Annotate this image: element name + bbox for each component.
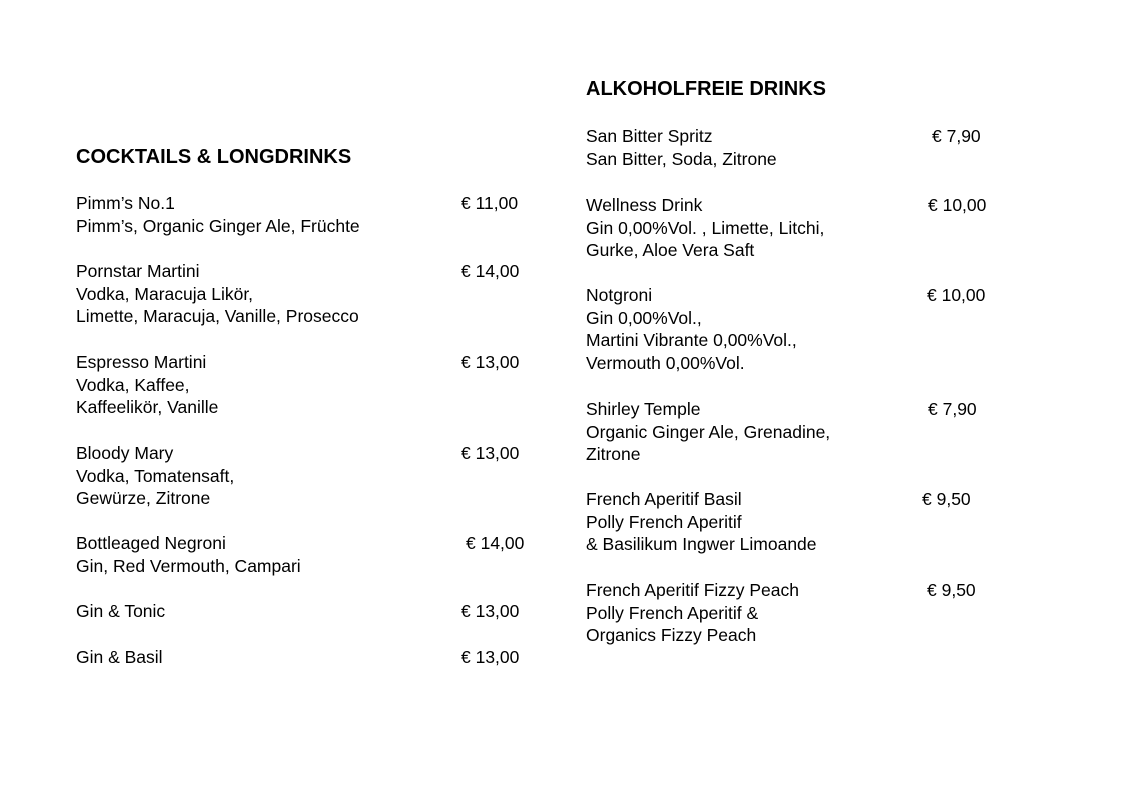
item-ingredients: Polly French Aperitif: [586, 511, 742, 532]
item-name: Bottleaged Negroni: [76, 533, 226, 553]
item-ingredients: Vodka, Kaffee,: [76, 374, 190, 395]
item-ingredients: Martini Vibrante 0,00%Vol.,: [586, 330, 797, 351]
item-ingredients: Gin 0,00%Vol.,: [586, 307, 702, 328]
item-name: Gin & Basil: [76, 647, 163, 667]
menu-item: [586, 125, 981, 170]
item-ingredients: Gewürze, Zitrone: [76, 488, 211, 509]
menu-item: [586, 194, 987, 262]
item-ingredients: & Basilikum Ingwer Limoande: [586, 534, 817, 555]
item-price: € 11,00: [461, 193, 519, 213]
item-price: € 9,50: [922, 489, 971, 509]
menu-item: [76, 442, 520, 510]
menu-item: [586, 398, 977, 466]
item-name: French Aperitif Basil: [586, 489, 742, 509]
item-price: € 14,00: [461, 261, 520, 281]
item-name: Notgroni: [586, 285, 653, 305]
item-ingredients: Pimm’s, Organic Ginger Ale, Früchte: [76, 215, 360, 236]
item-price: € 13,00: [461, 352, 520, 372]
item-price: € 10,00: [927, 285, 986, 305]
item-name: Bloody Mary: [76, 443, 174, 463]
item-ingredients: Gin 0,00%Vol. , Limette, Litchi,: [586, 217, 825, 238]
menu-item: [76, 600, 520, 623]
item-ingredients: Gurke, Aloe Vera Saft: [586, 240, 755, 261]
item-ingredients: Vodka, Maracuja Likör,: [76, 283, 254, 304]
menu-item: [76, 260, 520, 328]
item-name: French Aperitif Fizzy Peach: [586, 580, 799, 600]
alkoholfrei-heading: ALKOHOLFREIE DRINKS: [586, 78, 826, 100]
menu-item: [586, 284, 986, 375]
menu-item: [76, 532, 525, 577]
cocktails-heading: COCKTAILS & LONGDRINKS: [76, 146, 352, 168]
item-ingredients: Organic Ginger Ale, Grenadine,: [586, 421, 831, 442]
menu-item: [76, 351, 520, 419]
item-price: € 7,90: [932, 126, 981, 146]
item-price: € 13,00: [461, 443, 520, 463]
item-ingredients: Organics Fizzy Peach: [586, 625, 757, 646]
menu-item: [76, 646, 520, 669]
item-ingredients: Gin, Red Vermouth, Campari: [76, 555, 301, 576]
item-name: Pornstar Martini: [76, 261, 200, 281]
item-name: Espresso Martini: [76, 352, 207, 372]
menu-item: [586, 488, 971, 556]
item-price: € 9,50: [927, 580, 976, 600]
item-name: Shirley Temple: [586, 399, 701, 419]
item-price: € 10,00: [928, 195, 987, 215]
item-name: Wellness Drink: [586, 195, 703, 215]
item-name: Gin & Tonic: [76, 601, 166, 621]
item-ingredients: San Bitter, Soda, Zitrone: [586, 148, 777, 169]
item-ingredients: Polly French Aperitif &: [586, 602, 759, 623]
menu-item: [76, 192, 519, 237]
item-name: Pimm’s No.1: [76, 193, 175, 213]
item-price: € 13,00: [461, 647, 520, 667]
item-ingredients: Vodka, Tomatensaft,: [76, 465, 235, 486]
item-ingredients: Zitrone: [586, 444, 641, 465]
item-price: € 14,00: [466, 533, 525, 553]
item-price: € 7,90: [928, 399, 977, 419]
item-name: San Bitter Spritz: [586, 126, 713, 146]
item-ingredients: Vermouth 0,00%Vol.: [586, 353, 745, 374]
menu-item: [586, 579, 976, 647]
item-ingredients: Limette, Maracuja, Vanille, Prosecco: [76, 306, 359, 327]
item-ingredients: Kaffeelikör, Vanille: [76, 397, 219, 418]
item-price: € 13,00: [461, 601, 520, 621]
